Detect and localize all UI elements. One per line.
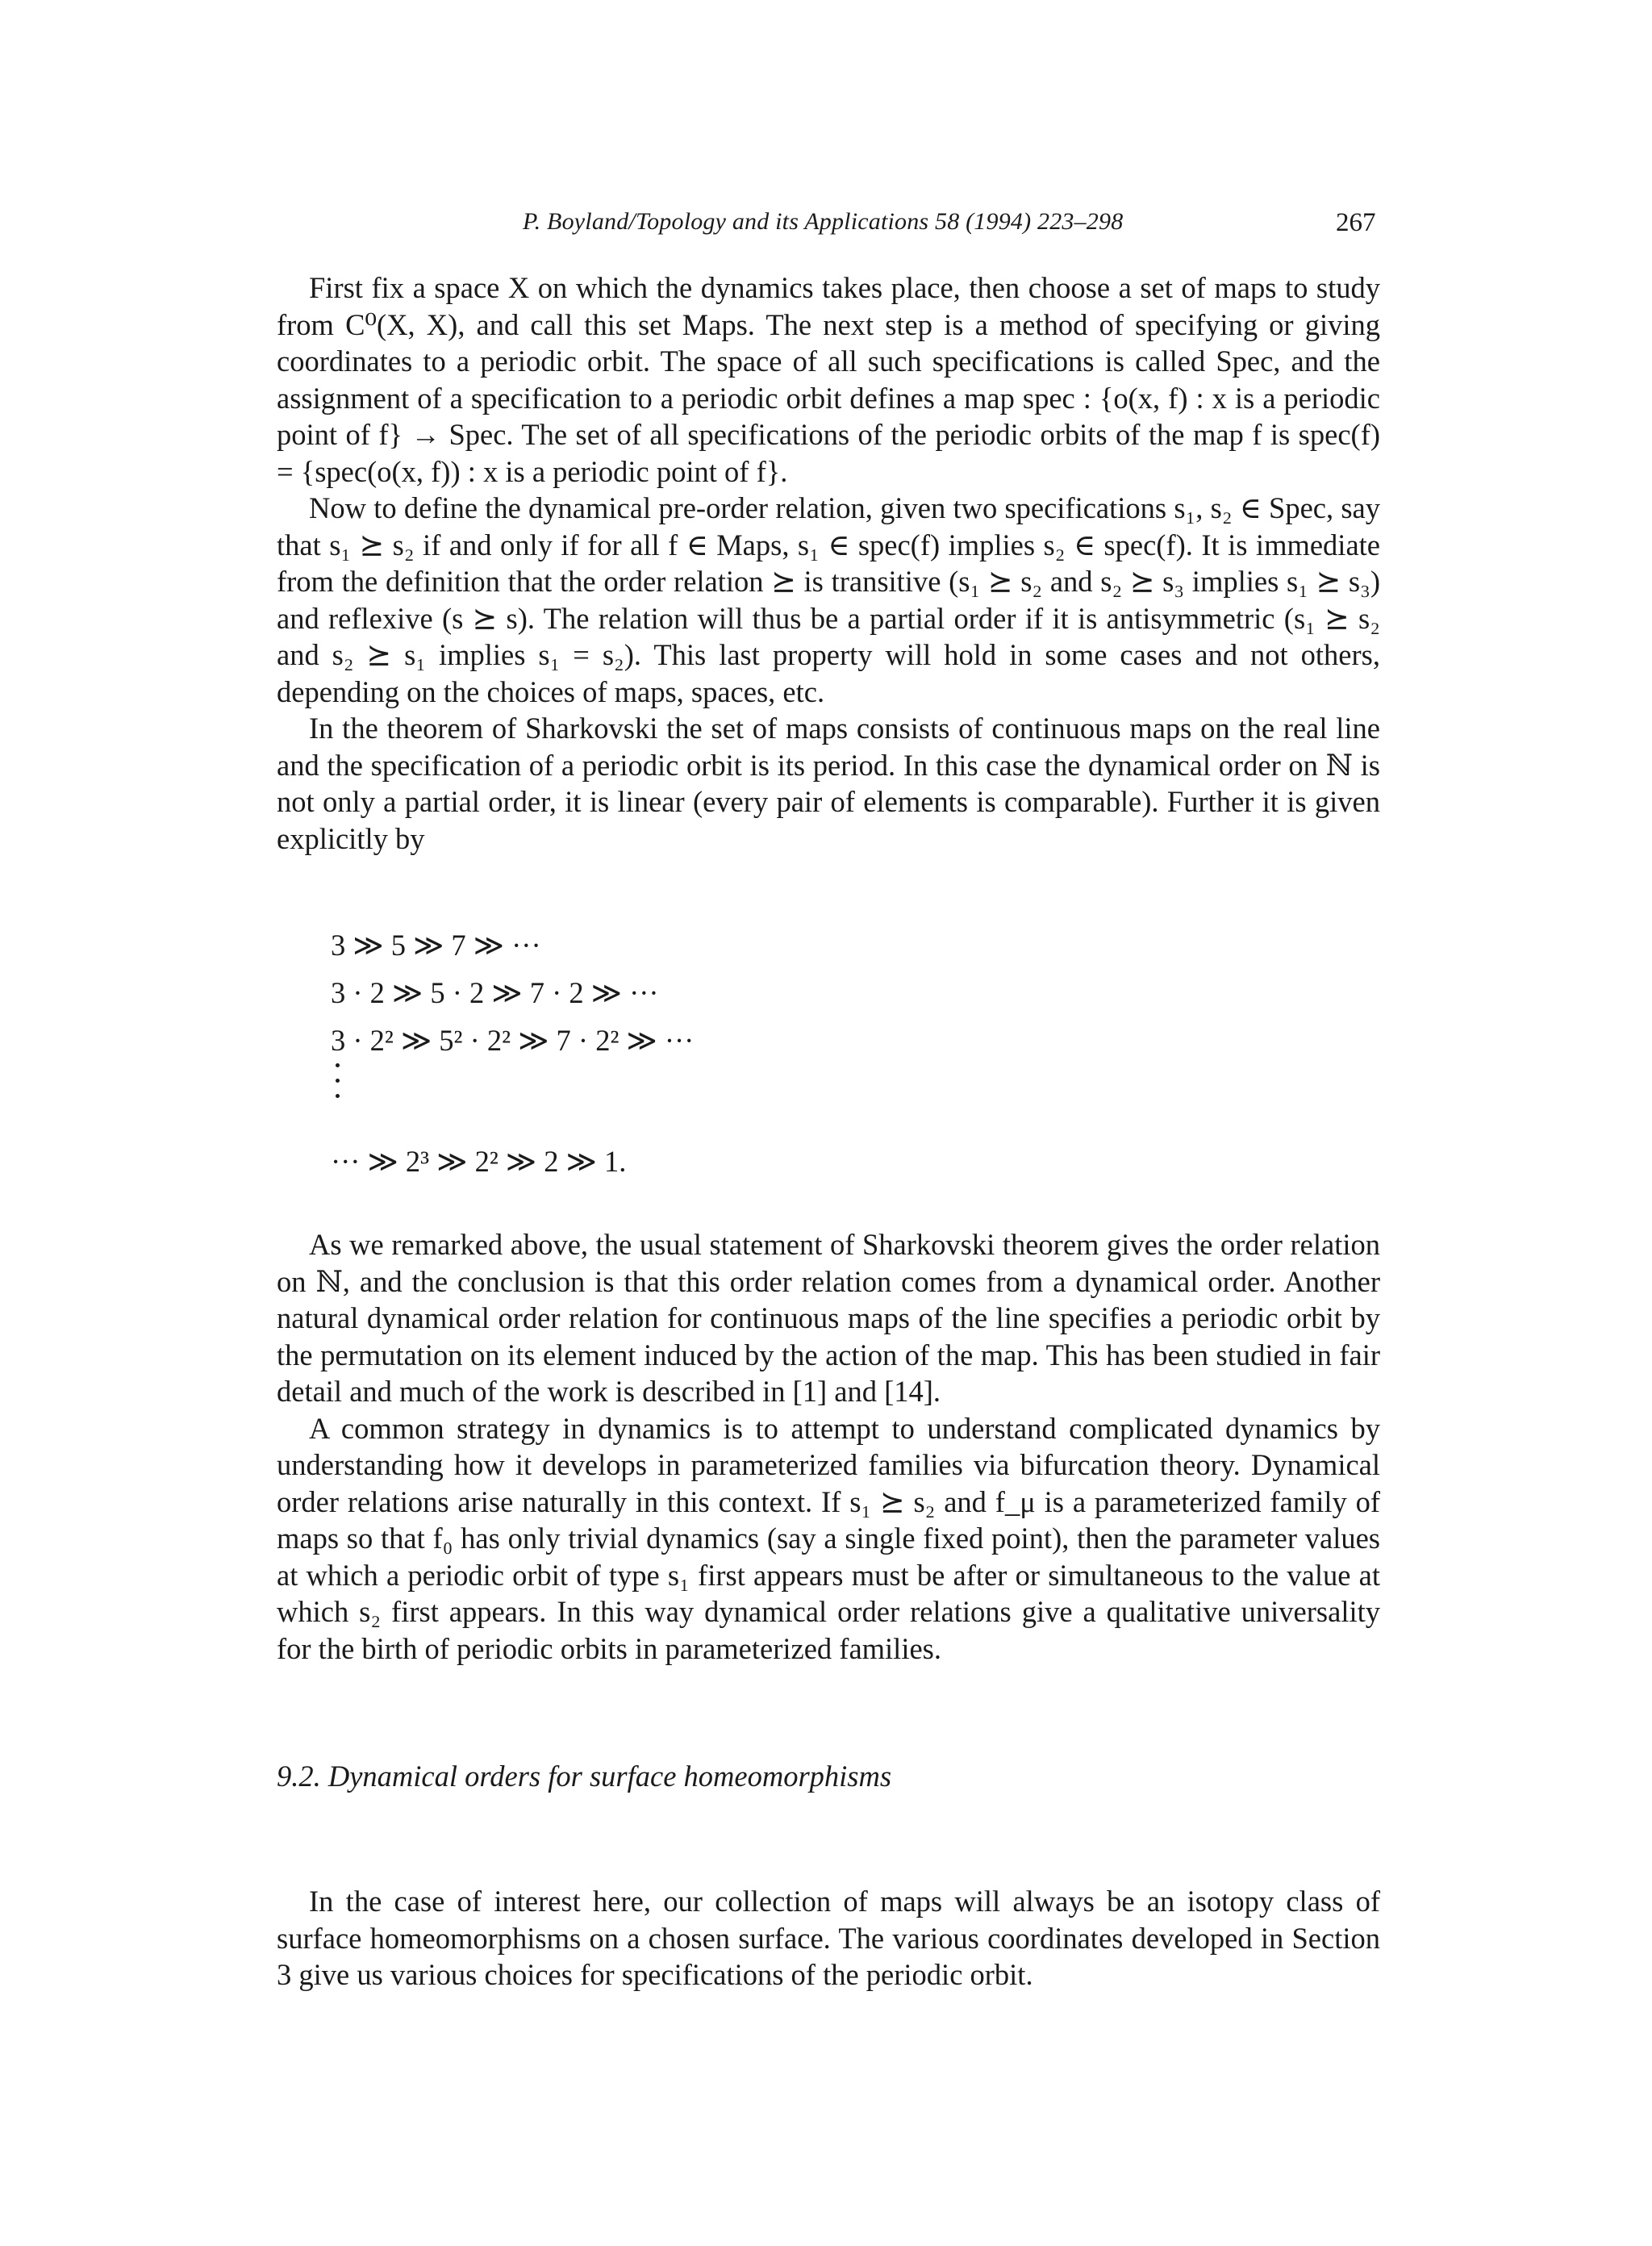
- page-number: 267: [1336, 208, 1376, 237]
- section-heading: 9.2. Dynamical orders for surface homeomorphisms: [277, 1760, 892, 1793]
- paragraph-spaces-and-maps: First fix a space X on which the dynamics takes place, then choose a set of maps to study from C⁰(X, X), and call this set Maps. The next step is a method of specifying or giving coordinates to a periodic orbit. The space of all such specifications is called Spec, and the assignment of a specification to a periodic orbit defines a map spec : {o(x, f) : x is a periodic point of f} → Spec. The set of all specifications of the periodic orbits of the map f is spec(f) = {spec(o(x, f)) : x is a periodic point of f}.: [277, 271, 1380, 488]
- sharkovski-order-line-2: 3 · 2 ≫ 5 · 2 ≫ 7 · 2 ≫ ···: [331, 976, 659, 1009]
- sharkovski-order-line-1: 3 ≫ 5 ≫ 7 ≫ ···: [331, 929, 541, 962]
- paragraph-isotopy-class: In the case of interest here, our collection of maps will always be an isotopy class of surface homeomorphisms on a chosen surface. The various coordinates developed in Section 3 give us various choices for specifications of the periodic orbit.: [277, 1885, 1380, 1991]
- running-head: P. Boyland/Topology and its Applications 58 (1994) 223–298: [523, 208, 1124, 235]
- sharkovski-order-line-3: 3 · 2² ≫ 5² · 2² ≫ 7 · 2² ≫ ···: [331, 1024, 695, 1057]
- paragraph-strategy: A common strategy in dynamics is to attempt to understand complicated dynamics by understanding how it develops in parameterized families via bifurcation theory. Dynamical order relations arise naturally in this context. If s₁ ⪰ s₂ and f_μ is a parameterized family of maps so that f₀ has only trivial dynamics (say a single fixed point), then the parameter values at which a periodic orbit of type s₁ first appears must be after or simultaneous to the value at which s₂ first appears. In this way dynamical order relations give a qualitative universality for the birth of periodic orbits in parameterized families.: [277, 1411, 1380, 1665]
- paragraph-remark: As we remarked above, the usual statement of Sharkovski theorem gives the order relation on ℕ, and the conclusion is that this order relation comes from a dynamical order. Another natural dynamical order relation for continuous maps of the line specifies a periodic orbit by the permutation on its element induced by the action of the map. This has been studied in fair detail and much of the work is described in [1] and [14].: [277, 1228, 1380, 1408]
- sharkovski-order-line-last: ··· ≫ 2³ ≫ 2² ≫ 2 ≫ 1.: [331, 1145, 627, 1178]
- body-text-lower: [277, 1883, 1380, 1993]
- body-text-middle: [277, 1226, 1380, 1667]
- vertical-ellipsis: [334, 1063, 342, 1121]
- paragraph-preorder-relation: Now to define the dynamical pre-order relation, given two specifications s₁, s₂ ∈ Spec, say that s₁ ⪰ s₂ if and only if for all f ∈ Maps, s₁ ∈ spec(f) implies s₂ ∈ spec(f). It is immediate from the definition that the order relation ⪰ is transitive (s₁ ⪰ s₂ and s₂ ⪰ s₃ implies s₁ ⪰ s₃) and reflexive (s ⪰ s). The relation will thus be a partial order if it is antisymmetric (s₁ ⪰ s₂ and s₂ ⪰ s₁ implies s₁ = s₂). This last property will hold in some cases and not others, depending on the choices of maps, spaces, etc.: [277, 491, 1380, 708]
- paragraph-sharkovski: In the theorem of Sharkovski the set of maps consists of continuous maps on the real line and the specification of a periodic orbit is its period. In this case the dynamical order on ℕ is not only a partial order, it is linear (every pair of elements is comparable). Further it is given explicitly by: [277, 712, 1380, 855]
- body-text-upper: [277, 269, 1380, 857]
